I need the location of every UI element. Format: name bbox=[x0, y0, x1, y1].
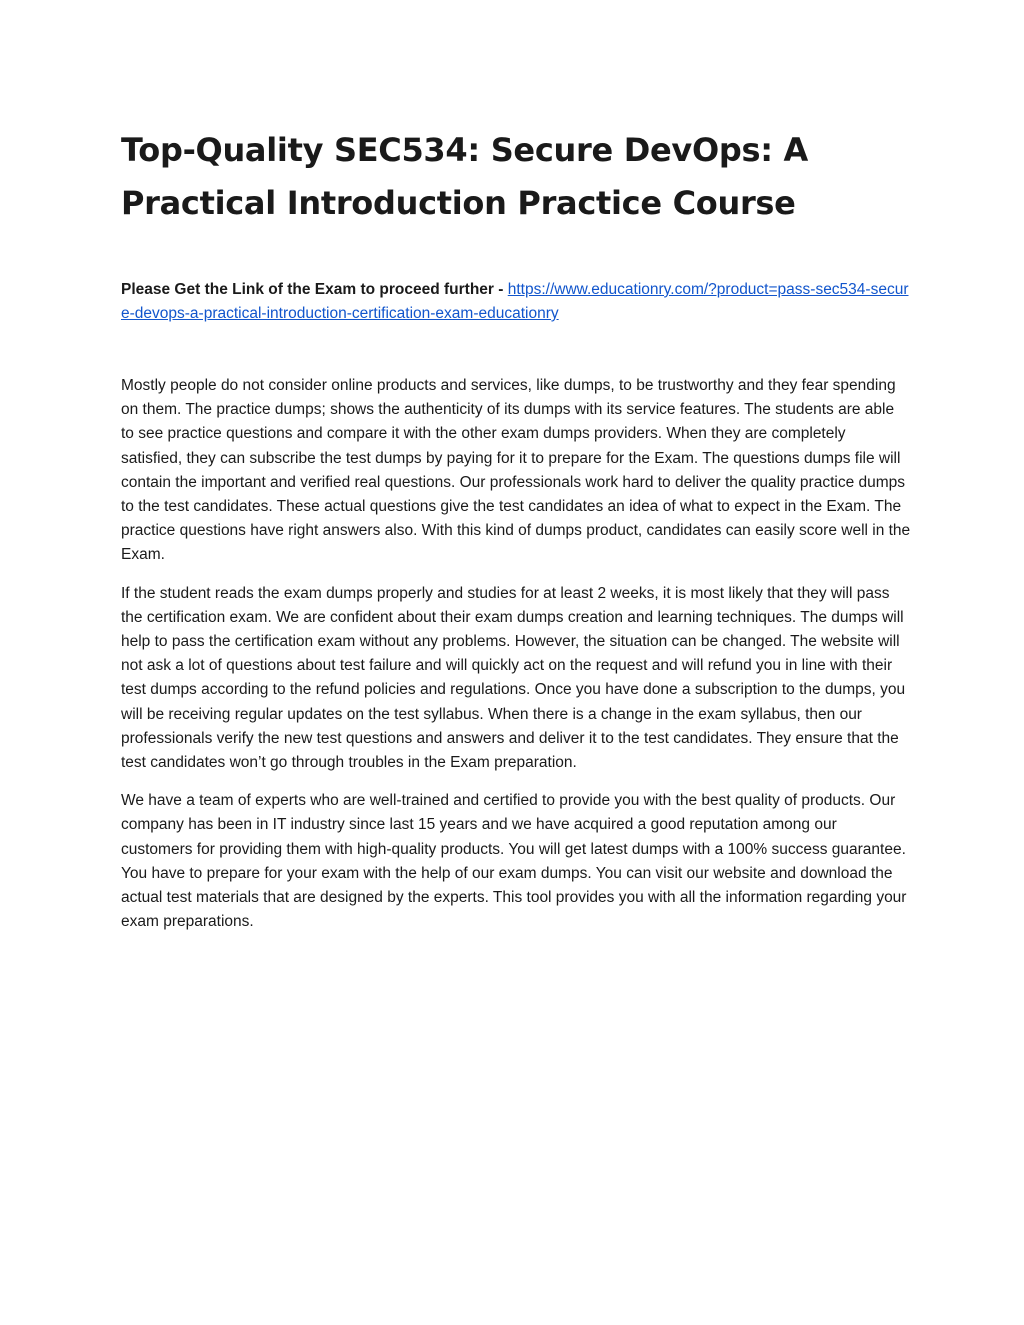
document-title: Top-Quality SEC534: Secure DevOps: A Practical Introduction Practice Course bbox=[121, 131, 808, 222]
paragraph-3: We have a team of experts who are well-trained and certified to provide you with the best quality of products. Our company has been in IT industry since last 15 years and we have acquired a good reputation among our customers for providing them with high-quality products. You will get latest dumps with a 100% success guarantee. You have to prepare for your exam with the help of our exam dumps. You can visit our website and download the actual test materials that are designed by the experts. This tool provides you with all the information regarding your exam preparations. bbox=[121, 792, 907, 931]
intro-line bbox=[121, 278, 911, 326]
intro-lead-text: Please Get the Link of the Exam to proceed further - bbox=[121, 281, 504, 298]
document-page bbox=[121, 124, 911, 948]
body-text bbox=[121, 374, 911, 934]
exam-link[interactable]: https://www.educationry.com/?product=pass-sec534-secure-devops-a-practical-introduction-certification-exam-educationry bbox=[121, 281, 909, 322]
paragraph-2: If the student reads the exam dumps properly and studies for at least 2 weeks, it is most likely that they will pass the certification exam. We are confident about their exam dumps creation and learning techniques. The dumps will help to pass the certification exam without any problems. However, the situation can be changed. The website will not ask a lot of questions about test failure and will quickly act on the request and will refund you in line with their test dumps according to the refund policies and regulations. Once you have done a subscription to the dumps, you will be receiving regular updates on the test syllabus. When there is a change in the exam syllabus, then our professionals verify the new test questions and answers and deliver it to the test candidates. They ensure that the test candidates won’t go through troubles in the Exam preparation. bbox=[121, 584, 906, 772]
paragraph-1: Mostly people do not consider online products and services, like dumps, to be trustworthy and they fear spending on them. The practice dumps; shows the authenticity of its dumps with its service features. The students are able to see practice questions and compare it with the other exam dumps providers. When they are completely satisfied, they can subscribe the test dumps by paying for it to prepare for the Exam. The questions dumps file will contain the important and verified real questions. Our professionals work hard to deliver the quality practice dumps to the test candidates. These actual questions give the test candidates an idea of what to expect in the Exam. The practice questions have right answers also. With this kind of dumps product, candidates can easily score well in the Exam. bbox=[121, 377, 911, 564]
